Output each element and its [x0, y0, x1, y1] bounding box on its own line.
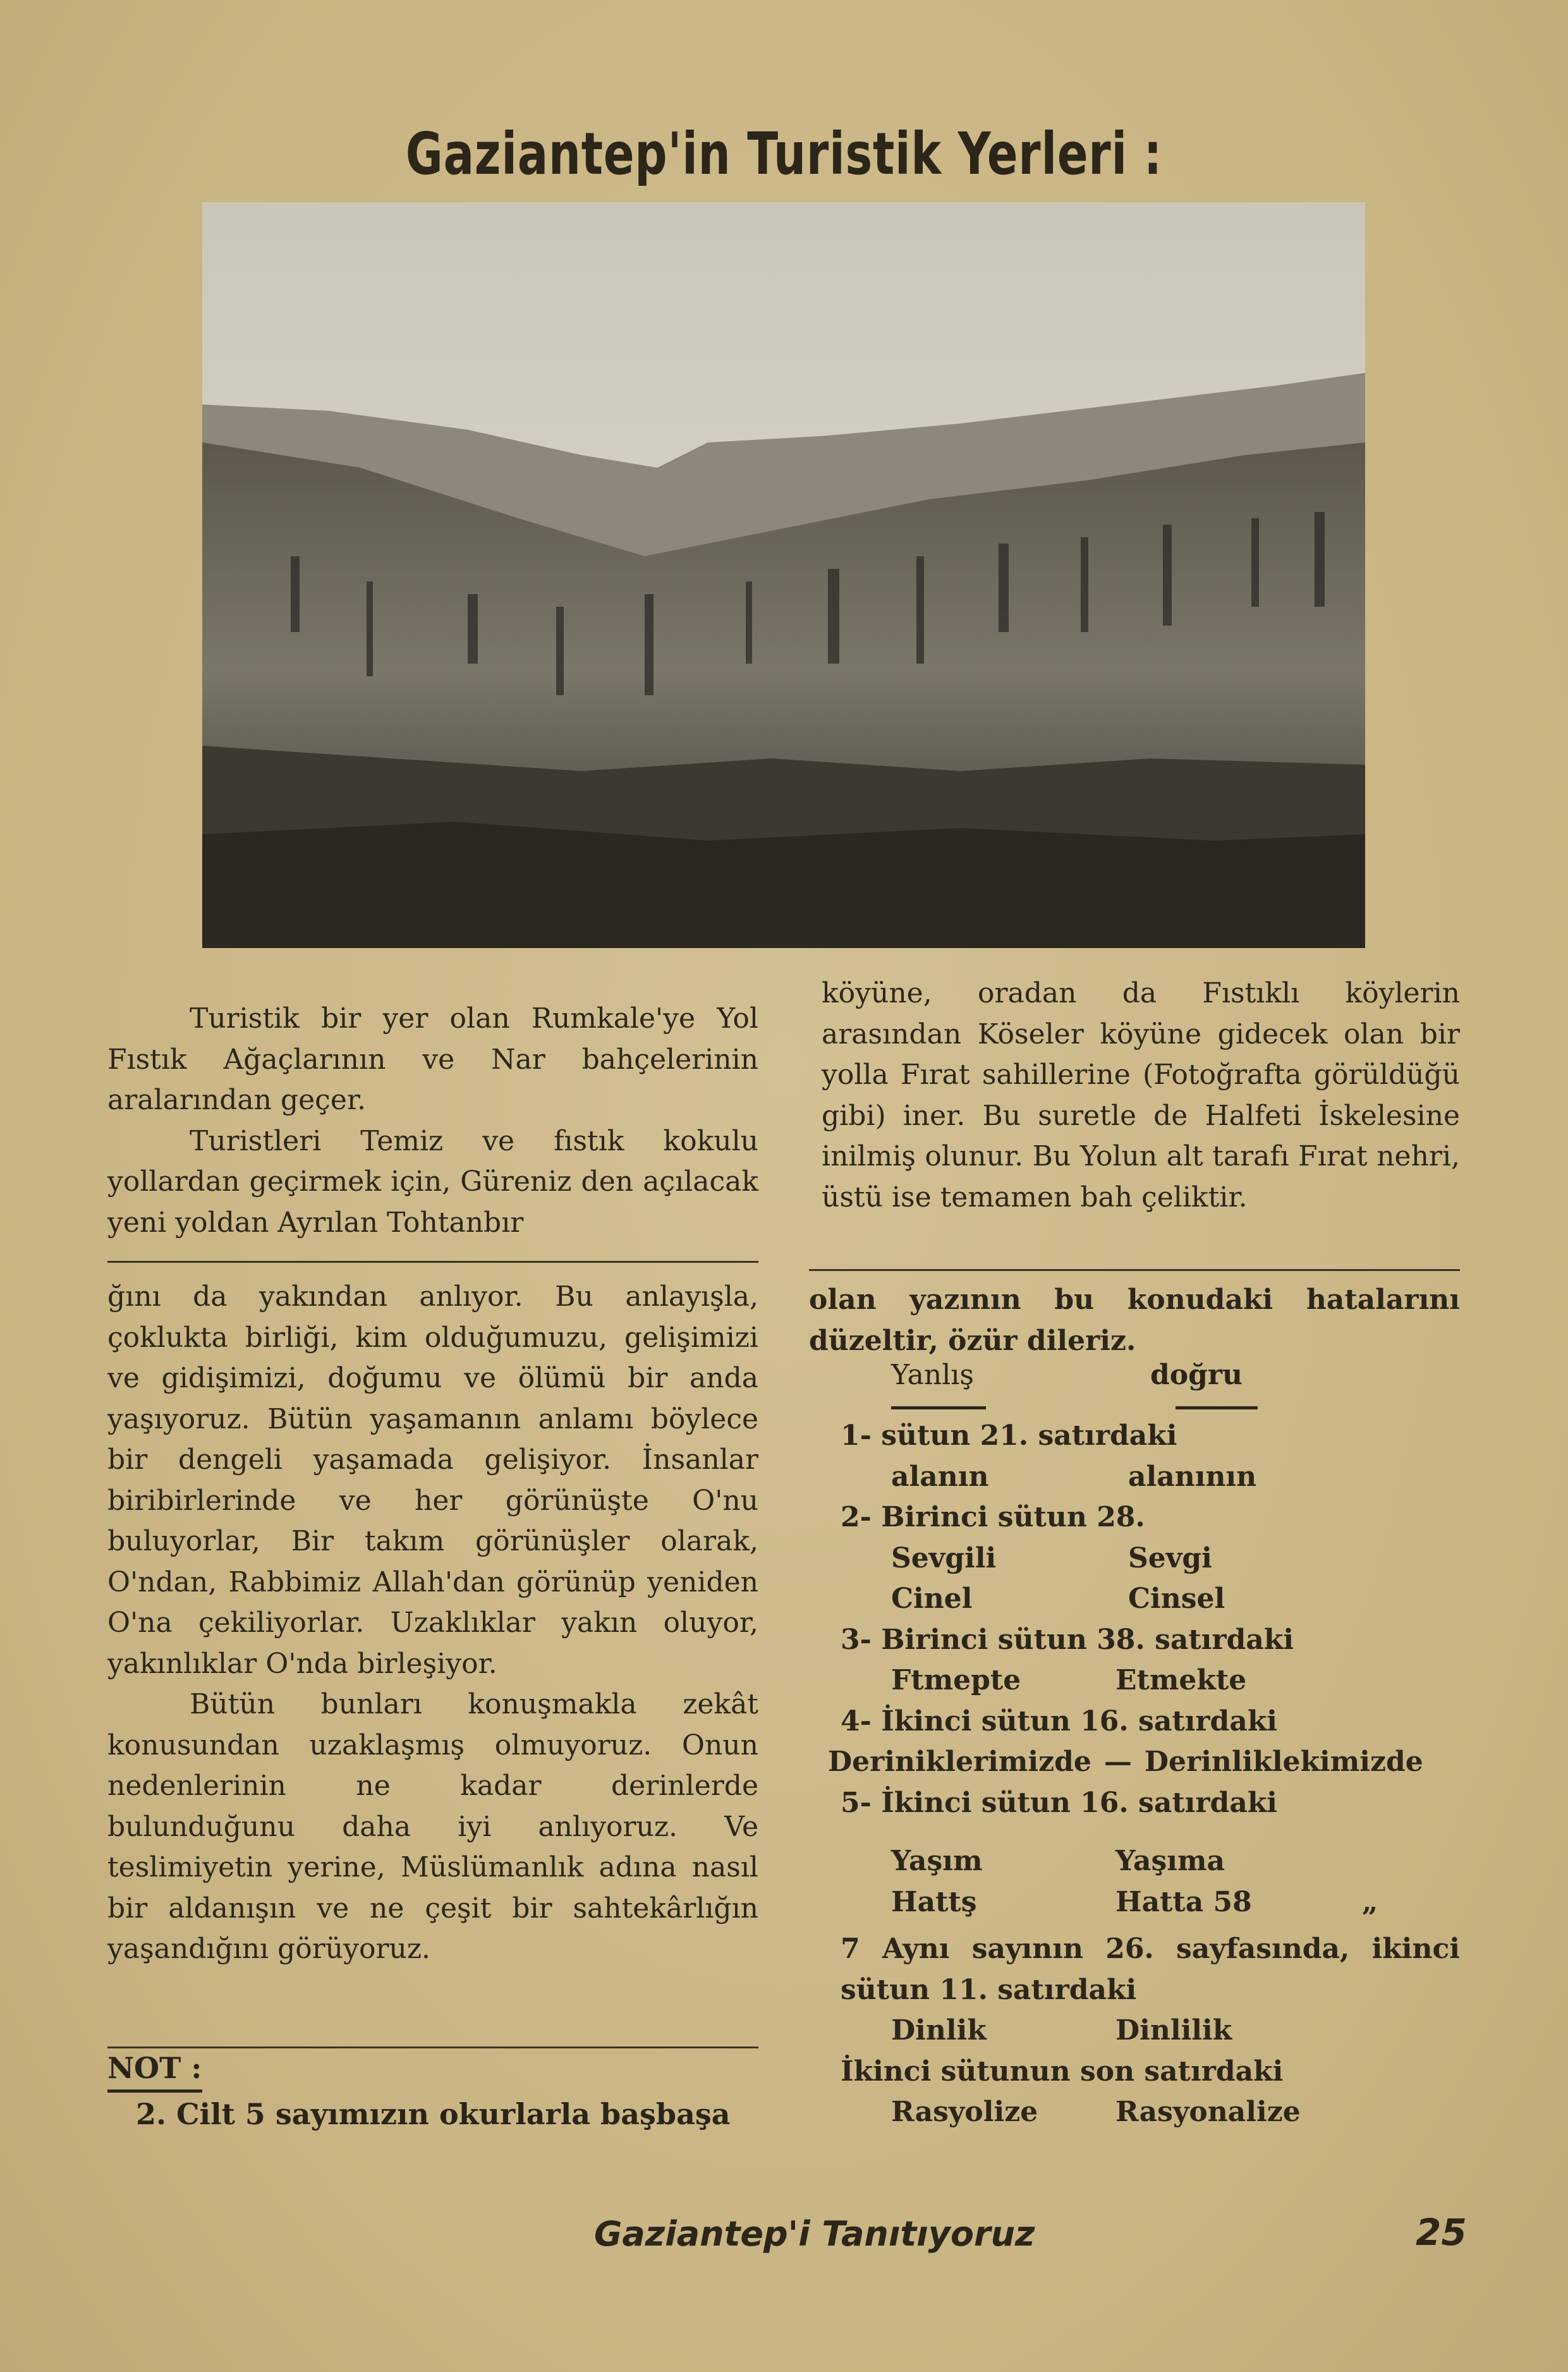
paragraph: Turistleri Temiz ve fıstık kokulu yollardan geçirmek için, Güreniz den açılacak yeni yoldan Ayrılan Tohtanbır [107, 1124, 758, 1239]
page-title: Gaziantep'in Turistik Yerleri : [405, 120, 1163, 188]
footer-title: Gaziantep'i Tanıtıyoruz [594, 2214, 1035, 2254]
errata-ref: 7 Aynı sayının 26. sayfasında, ikinci sütun 11. satırdaki [841, 1933, 1460, 2006]
errata-row [841, 1579, 1473, 1620]
errata-header [891, 1359, 974, 1391]
wrong-underline [891, 1406, 986, 1409]
paragraph: Turistik bir yer olan Rumkale'ye Yol Fıstık Ağaçlarının ve Nar bahçelerinin aralarından geçer. [107, 1002, 758, 1116]
wrong-value: Dinlik [891, 2014, 987, 2047]
errata-ref: 1- sütun 21. satırdaki [841, 1420, 1177, 1452]
right-top-column [822, 973, 1460, 1218]
errata-row [841, 1660, 1473, 1701]
paragraph: ğını da yakından anlıyor. Bu anlayışla, çoklukta birliği, kim olduğumuzu, gelişimizi ve gidişimizi, doğumu ve ölümü bir anda yaşıyoruz. Bütün yaşamanın anlamı böylece bir dengeli yaşamada gelişiyor. İnsanlar biribirlerinde ve her görünüşte O'nu buluyorlar, Bir takım görünüşler olarak, O'ndan, Rabbimiz Allah'dan görünüp yeniden O'na çekiliyorlar. Uzaklıklar yakın oluyor, yakınlıklar O'nda birleşiyor. [107, 1280, 758, 1680]
errata-list [828, 1416, 1473, 2133]
page-number: 25 [1416, 2211, 1467, 2254]
errata-col-wrong: Yanlış [891, 1359, 974, 1391]
errata-header-right [1150, 1359, 1243, 1391]
right-value: alanının [1128, 1460, 1257, 1493]
errata-ref: İkinci sütunun son satırdaki [841, 2055, 1284, 2088]
errata-row [841, 1538, 1473, 1579]
wrong-value: Cinel [891, 1583, 973, 1615]
errata-intro [809, 1280, 1460, 1361]
wrong-value: Sevgili [891, 1542, 997, 1574]
wrong-value: Rasyolize [891, 2096, 1038, 2128]
note-label: NOT : [107, 2051, 202, 2085]
ditto-mark: „ [1362, 1885, 1378, 1918]
paragraph: köyüne, oradan da Fıstıklı köylerin arasından Köseler köyüne gidecek olan bir yolla Fırat sahillerine (Fotoğrafta görüldüğü gibi) iner. Bu suretle de Halfeti İskelesine inilmiş olunur. Bu Yolun alt tarafı Fırat nehri, üstü ise temamen bah çeliktir. [822, 977, 1460, 1213]
separator: — [1103, 1746, 1132, 1778]
paragraph: Bütün bunları konuşmakla zekât konusundan uzaklaşmış olmuyoruz. Onun nedenlerinin ne kadar derinlerde bulunduğunu daha iyi anlıyoruz. Ve teslimiyetin yerine, Müslümanlık adına nasıl bir aldanışın ve ne çeşit bir sahtekârlığın yaşandığını görüyoruz. [107, 1688, 758, 1965]
wrong-value: Hattş [891, 1885, 977, 1918]
divider [107, 1261, 758, 1263]
divider [107, 2047, 758, 2048]
left-bottom-column [107, 1277, 758, 1970]
errata-row [841, 1841, 1473, 1882]
errata-ref: 4- İkinci sütun 16. satırdaki [841, 1705, 1278, 1737]
right-value: Etmekte [1115, 1664, 1247, 1696]
errata-row [841, 1457, 1473, 1498]
right-value: Rasyonalize [1115, 2096, 1301, 2128]
divider [809, 1269, 1460, 1271]
errata-row [828, 1742, 1473, 1783]
right-value: Hatta 58 [1115, 1885, 1252, 1918]
errata-row [841, 2010, 1473, 2052]
wrong-value: alanın [891, 1460, 989, 1493]
right-underline [1176, 1406, 1258, 1409]
note-underline [107, 2089, 202, 2093]
right-value: Sevgi [1128, 1542, 1212, 1574]
wrong-value: Yaşım [891, 1845, 983, 1877]
errata-col-right: doğru [1150, 1359, 1243, 1391]
errata-ref: 5- İkinci sütun 16. satırdaki [841, 1786, 1278, 1819]
right-value: Cinsel [1128, 1583, 1225, 1615]
right-value: Dinlilik [1115, 2014, 1232, 2047]
landscape-photo [202, 202, 1365, 948]
paragraph: olan yazının bu konudaki hatalarını düzeltir, özür dileriz. [809, 1284, 1460, 1357]
wrong-value: Deriniklerimizde [828, 1746, 1091, 1778]
errata-ref: 2- Birinci sütun 28. [841, 1501, 1145, 1533]
note-text: 2. Cilt 5 sayımızın okurlarla başbaşa [136, 2097, 731, 2131]
errata-ref: 3- Birinci sütun 38. satırdaki [841, 1623, 1294, 1656]
right-value: Derinliklekimizde [1144, 1746, 1423, 1778]
errata-row [841, 2092, 1473, 2133]
errata-row [841, 1882, 1473, 1923]
left-top-column [107, 999, 758, 1243]
wrong-value: Ftmepte [891, 1664, 1021, 1696]
right-value: Yaşıma [1115, 1845, 1225, 1877]
